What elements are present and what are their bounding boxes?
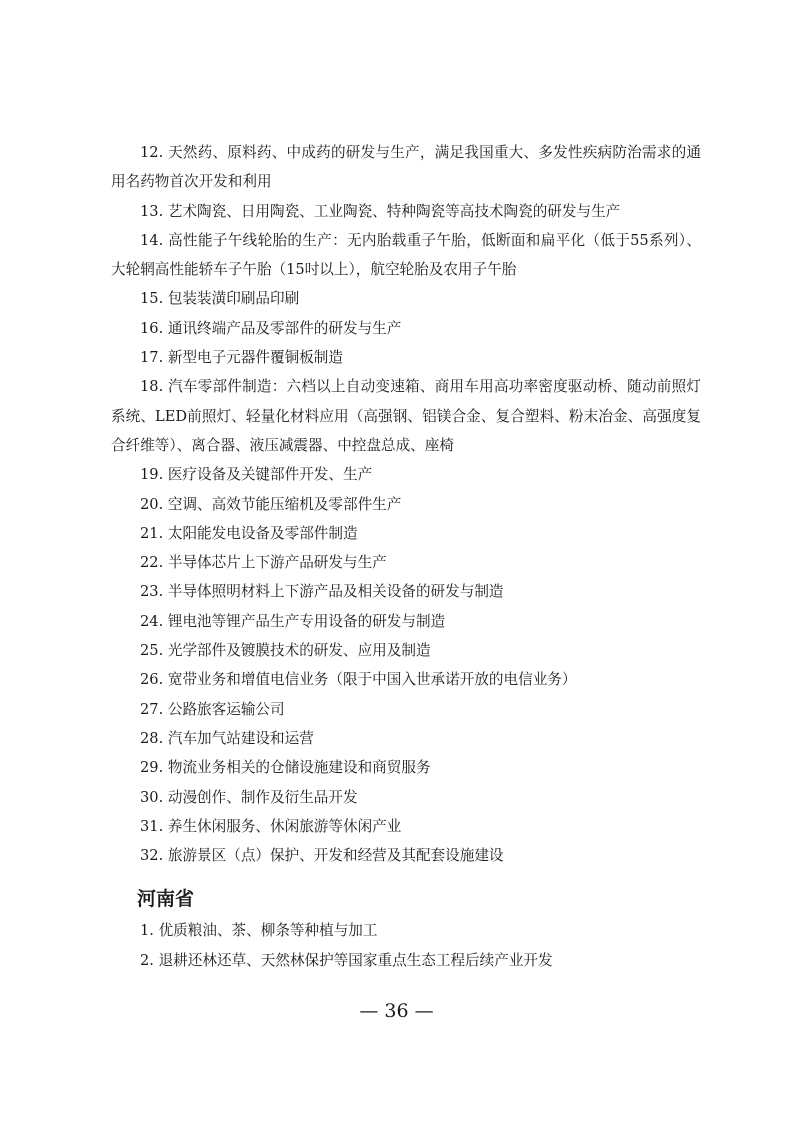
list-item: 28. 汽车加气站建设和运营 (140, 729, 314, 747)
section-heading: 河南省 (137, 888, 195, 911)
list-item: 26. 宽带业务和增值电信业务（限于中国入世承诺开放的电信业务） (140, 671, 577, 689)
list-item: 29. 物流业务相关的仓储设施建设和商贸服务 (140, 759, 431, 777)
document-body (111, 138, 701, 975)
list-item: 30. 动漫创作、制作及衍生品开发 (140, 788, 358, 806)
list-item: 12. 天然药、原料药、中成药的研发与生产，满足我国重大、多发性疾病防治需求的通用名药物首次开发和利用 (111, 144, 701, 191)
list-item: 13. 艺术陶瓷、日用陶瓷、工业陶瓷、特种陶瓷等高技术陶瓷的研发与生产 (140, 202, 621, 220)
list-item: 32. 旅游景区（点）保护、开发和经营及其配套设施建设 (140, 847, 504, 865)
list-item: 21. 太阳能发电设备及零部件制造 (140, 524, 358, 542)
list-item: 16. 通讯终端产品及零部件的研发与生产 (140, 319, 402, 337)
list-item: 18. 汽车零部件制造：六档以上自动变速箱、商用车用高功率密度驱动桥、随动前照灯系统、LED前照灯、轻量化材料应用（高强钢、铝镁合金、复合塑料、粉末冶金、高强度复合纤维等）、离合器、液压减震器、中控盘总成、座椅 (111, 378, 701, 454)
list-item: 17. 新型电子元器件覆铜板制造 (140, 349, 343, 367)
list-item: 24. 锂电池等锂产品生产专用设备的研发与制造 (140, 612, 446, 630)
list-item: 22. 半导体芯片上下游产品研发与生产 (140, 554, 387, 572)
page-number: — 36 — (359, 1000, 434, 1022)
list-item: 27. 公路旅客运输公司 (140, 700, 285, 718)
list-item: 20. 空调、高效节能压缩机及零部件生产 (140, 495, 402, 513)
list-item: 1. 优质粮油、茶、柳条等种植与加工 (140, 922, 378, 940)
list-item: 14. 高性能子午线轮胎的生产：无内胎载重子午胎，低断面和扁平化（低于55系列）、大轮辋高性能轿车子午胎（15吋以上），航空轮胎及农用子午胎 (111, 231, 701, 279)
list-item: 25. 光学部件及镀膜技术的研发、应用及制造 (140, 642, 431, 660)
list-item: 2. 退耕还林还草、天然林保护等国家重点生态工程后续产业开发 (140, 951, 553, 969)
list-item: 15. 包装装潢印刷品印刷 (140, 290, 300, 308)
list-item: 19. 医疗设备及关键部件开发、生产 (140, 466, 373, 484)
list-item: 23. 半导体照明材料上下游产品及相关设备的研发与制造 (140, 583, 504, 601)
list-item: 31. 养生休闲服务、休闲旅游等休闲产业 (140, 817, 402, 835)
